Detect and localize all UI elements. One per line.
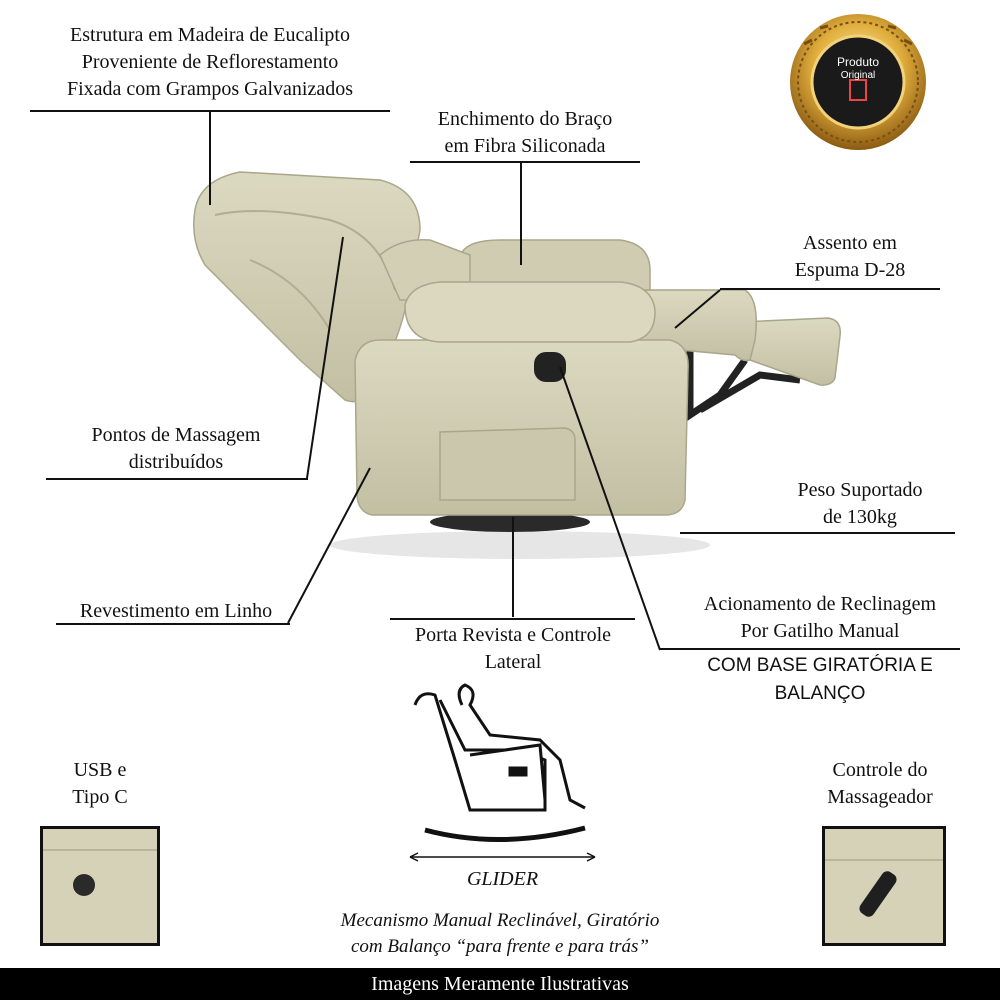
label-usb-line1: USB e bbox=[73, 759, 127, 781]
label-pontos-line2: distribuídos bbox=[128, 451, 224, 473]
label-estrutura-line2: Proveniente de Reflorestamento bbox=[81, 51, 339, 73]
label-acionamento bbox=[670, 591, 970, 645]
seal-line1: Produto bbox=[836, 55, 880, 69]
underline-pontos bbox=[46, 478, 308, 480]
usb-port-icon bbox=[73, 874, 95, 896]
underline-revestimento bbox=[56, 623, 290, 625]
remote-control-icon bbox=[857, 869, 899, 919]
label-porta bbox=[388, 622, 638, 676]
footer-disclaimer bbox=[0, 968, 1000, 1000]
label-usb bbox=[50, 757, 150, 811]
recline-handle bbox=[534, 352, 566, 382]
label-base-line1: COM BASE GIRATÓRIA E bbox=[707, 655, 933, 676]
near-arm bbox=[405, 282, 655, 342]
label-assento bbox=[760, 230, 940, 284]
label-estrutura-line3: Fixada com Grampos Galvanizados bbox=[66, 78, 354, 100]
label-revestimento bbox=[56, 598, 296, 625]
underline-enchimento bbox=[410, 161, 640, 163]
side-pocket bbox=[440, 428, 575, 500]
label-mecanismo-line1: Mecanismo Manual Reclinável, Giratório bbox=[340, 910, 660, 931]
label-glider-text: GLIDER bbox=[466, 868, 539, 890]
label-glider bbox=[430, 866, 575, 893]
label-peso-line1: Peso Suportado bbox=[797, 479, 923, 501]
label-controle-line1: Controle do bbox=[832, 759, 928, 781]
label-revestimento-text: Revestimento em Linho bbox=[79, 600, 273, 622]
label-usb-line2: Tipo C bbox=[72, 786, 128, 808]
footer-text: Imagens Meramente Ilustrativas bbox=[371, 973, 629, 995]
label-pontos-line1: Pontos de Massagem bbox=[91, 424, 261, 446]
underline-estrutura bbox=[30, 110, 390, 112]
underline-acionamento bbox=[660, 648, 960, 650]
label-mecanismo bbox=[290, 908, 710, 960]
underline-peso bbox=[680, 532, 955, 534]
label-controle bbox=[805, 757, 955, 811]
label-controle-line2: Massageador bbox=[827, 786, 933, 808]
massage-remote-thumbnail bbox=[822, 826, 946, 946]
label-peso-line2: de 130kg bbox=[823, 506, 897, 528]
label-enchimento-line2: em Fibra Siliconada bbox=[444, 135, 606, 157]
label-base-line2: BALANÇO bbox=[774, 683, 866, 704]
label-assento-line2: Espuma D-28 bbox=[794, 259, 906, 281]
label-porta-line2: Lateral bbox=[484, 651, 542, 673]
label-assento-line1: Assento em bbox=[803, 232, 897, 254]
label-estrutura-line1: Estrutura em Madeira de Eucalipto bbox=[70, 24, 350, 46]
label-pontos bbox=[46, 422, 306, 476]
underline-assento bbox=[720, 288, 940, 290]
floor-shadow bbox=[330, 531, 710, 559]
label-peso bbox=[760, 477, 960, 531]
underline-porta bbox=[390, 618, 635, 620]
label-acionamento-line1: Acionamento de Reclinagem bbox=[703, 593, 937, 615]
glider-icon bbox=[410, 685, 595, 861]
seal-line2: Original bbox=[840, 70, 876, 81]
label-base bbox=[665, 652, 975, 708]
label-acionamento-line2: Por Gatilho Manual bbox=[740, 620, 900, 642]
usb-port-thumbnail bbox=[40, 826, 160, 946]
seal-badge bbox=[790, 14, 926, 150]
label-estrutura bbox=[30, 22, 390, 103]
seal-text bbox=[826, 56, 890, 82]
label-mecanismo-line2: com Balanço “para frente e para trás” bbox=[350, 936, 649, 957]
label-enchimento bbox=[410, 106, 640, 160]
label-porta-line1: Porta Revista e Controle bbox=[414, 624, 612, 646]
label-enchimento-line1: Enchimento do Braço bbox=[437, 108, 613, 130]
